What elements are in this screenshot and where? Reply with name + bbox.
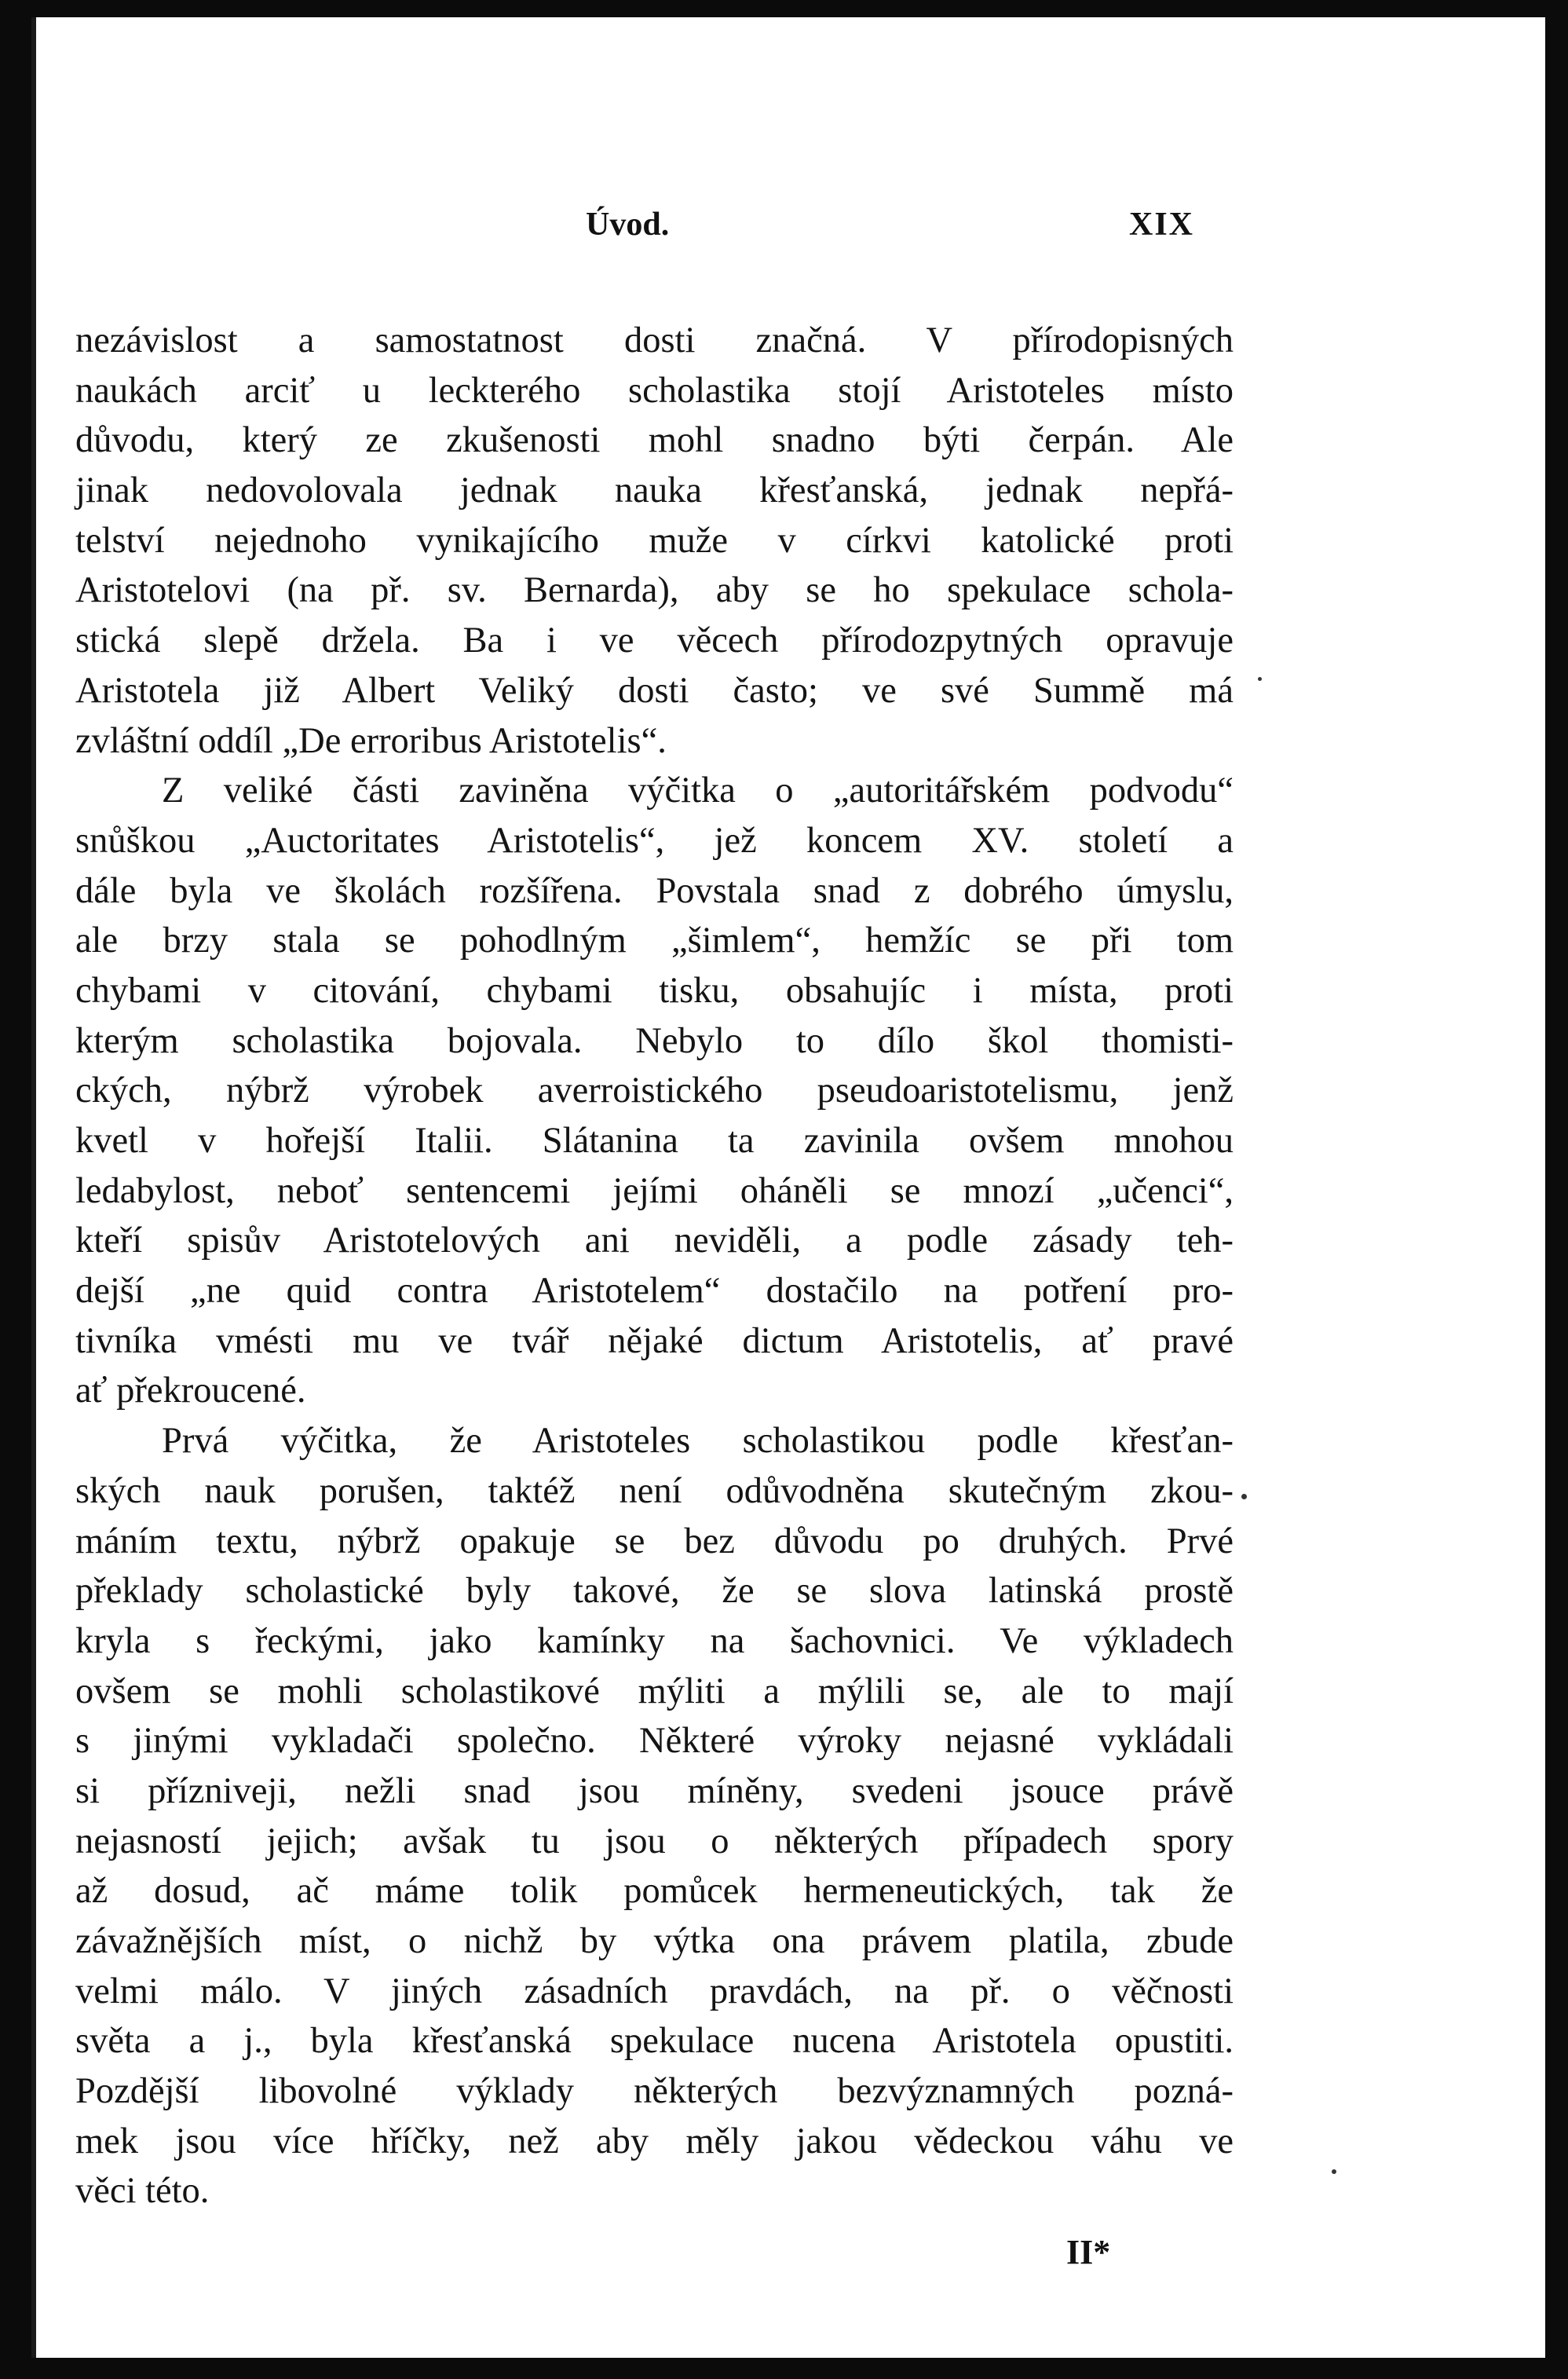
text-line: Prvá výčitka, že Aristoteles scholastikou podle křesťan- bbox=[162, 1421, 1234, 1462]
text-line: zvláštní oddíl „De erroribus Aristotelis“. bbox=[75, 720, 667, 761]
text-line: naukách arciť u leckterého scholastika stojí Aristoteles místo bbox=[75, 370, 1234, 411]
running-title: Úvod. bbox=[586, 207, 670, 243]
text-line: až dosud, ač máme tolik pomůcek hermeneutických, tak že bbox=[75, 1871, 1234, 1912]
body-text bbox=[75, 316, 1234, 2216]
text-line: závažnějších míst, o nichž by výtka ona právem platila, zbude bbox=[75, 1921, 1234, 1961]
ink-speck bbox=[1241, 1494, 1247, 1499]
text-line: Aristotelovi (na př. sv. Bernarda), aby se ho spekulace schola- bbox=[75, 570, 1234, 611]
page-number: XIX bbox=[1129, 207, 1195, 243]
text-line: velmi málo. V jiných zásadních pravdách, na př. o věčnosti bbox=[75, 1971, 1234, 2011]
text-line: kteří spisův Aristotelových ani neviděli, a podle zásady teh- bbox=[75, 1221, 1234, 1261]
text-line: ovšem se mohli scholastikové mýliti a mýlili se, ale to mají bbox=[75, 1671, 1234, 1711]
text-line: tivníka vmésti mu ve tvář nějaké dictum Aristotelis, ať pravé bbox=[75, 1320, 1234, 1361]
ink-speck bbox=[1332, 2169, 1336, 2174]
text-line: chybami v citování, chybami tisku, obsahujíc i místa, proti bbox=[75, 970, 1234, 1011]
text-line: překlady scholastické byly takové, že se slova latinská prostě bbox=[75, 1571, 1234, 1612]
text-line: snůškou „Auctoritates Aristotelis“, jež koncem XV. století a bbox=[75, 820, 1234, 861]
text-line: věci této. bbox=[75, 2171, 210, 2212]
text-line: s jinými vykladači společno. Některé výroky nejasné vykládali bbox=[75, 1721, 1234, 1762]
signature-mark: II* bbox=[1066, 2233, 1111, 2271]
text-line: nezávislost a samostatnost dosti značná. V přírodopisných bbox=[75, 320, 1234, 361]
text-line: kvetl v hořejší Italii. Slátanina ta zavinila ovšem mnohou bbox=[75, 1121, 1234, 1161]
text-line: stická slepě držela. Ba i ve věcech přírodozpytných opravuje bbox=[75, 620, 1234, 661]
text-line: světa a j., byla křesťanská spekulace nucena Aristotela opustiti. bbox=[75, 2021, 1234, 2062]
text-line: ckých, nýbrž výrobek averroistického pseudoaristotelismu, jenž bbox=[75, 1071, 1234, 1111]
text-line: ale brzy stala se pohodlným „šimlem“, hemžíc se při tom bbox=[75, 920, 1234, 961]
text-line: máním textu, nýbrž opakuje se bez důvodu po druhých. Prvé bbox=[75, 1521, 1234, 1561]
text-line: kterým scholastika bojovala. Nebylo to dílo škol thomisti- bbox=[75, 1020, 1234, 1061]
text-line: ať překroucené. bbox=[75, 1371, 306, 1411]
text-line: ských nauk porušen, taktéž není odůvodněna skutečným zkou- bbox=[75, 1470, 1234, 1511]
text-line: ledabylost, neboť sentencemi jejími oháněli se mnozí „učenci“, bbox=[75, 1170, 1234, 1211]
text-line: jinak nedovolovala jednak nauka křesťanská, jednak nepřá- bbox=[75, 470, 1234, 511]
text-line: telství nejednoho vynikajícího muže v církvi katolické proti bbox=[75, 520, 1234, 561]
text-line: Z veliké části zaviněna výčitka o „autoritářském podvodu“ bbox=[162, 770, 1234, 811]
text-line: důvodu, který ze zkušenosti mohl snadno býti čerpán. Ale bbox=[75, 420, 1234, 461]
text-line: dejší „ne quid contra Aristotelem“ dostačilo na potření pro- bbox=[75, 1271, 1234, 1312]
text-line: Pozdější libovolné výklady některých bezvýznamných pozná- bbox=[75, 2071, 1234, 2112]
text-line: nejasností jejich; avšak tu jsou o některých případech spory bbox=[75, 1821, 1234, 1861]
text-line: kryla s řeckými, jako kamínky na šachovnici. Ve výkladech bbox=[75, 1620, 1234, 1661]
book-page bbox=[31, 17, 1545, 2358]
ink-speck bbox=[1258, 677, 1262, 681]
text-line: Aristotela již Albert Veliký dosti často; ve své Summě má bbox=[75, 670, 1234, 711]
text-line: mek jsou více hříčky, než aby měly jakou vědeckou váhu ve bbox=[75, 2121, 1234, 2161]
text-line: si přízniveji, nežli snad jsou míněny, svedeni jsouce právě bbox=[75, 1770, 1234, 1811]
page-header bbox=[36, 206, 1545, 261]
text-line: dále byla ve školách rozšířena. Povstala snad z dobrého úmyslu, bbox=[75, 870, 1234, 911]
